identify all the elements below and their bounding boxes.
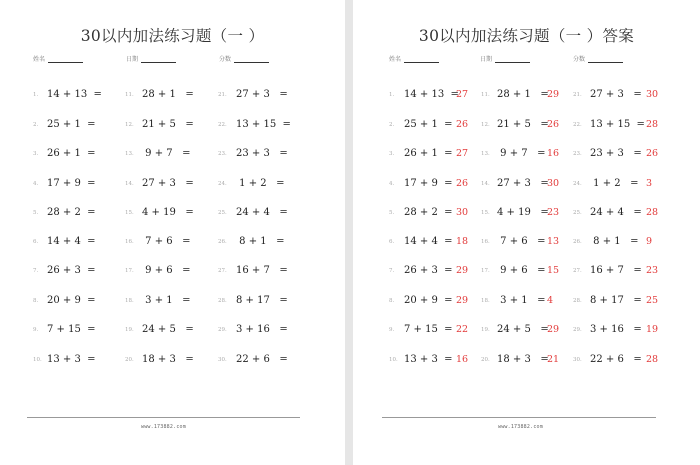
answer-value: 21: [547, 354, 560, 365]
date-label: 日期: [480, 56, 493, 63]
problem-number: 3.: [389, 151, 395, 157]
problem-number: 12.: [481, 122, 490, 128]
name-field: [389, 54, 439, 63]
problem-expression: 28 + 1 =: [497, 89, 549, 100]
problem-number: 30.: [573, 357, 582, 363]
name-blank[interactable]: [404, 54, 439, 63]
problem-expression: 26 + 1 =: [47, 148, 96, 159]
problem-expression: 28 + 2 =: [404, 207, 453, 218]
score-label: 分数: [219, 56, 232, 63]
problem-number: 5.: [389, 210, 395, 216]
score-field: [573, 54, 623, 63]
answer-value: 25: [646, 295, 659, 306]
problem-number: 26.: [218, 239, 227, 245]
problem-number: 25.: [573, 210, 582, 216]
problem-expression: 8 + 17 =: [236, 295, 288, 306]
problem-number: 26.: [573, 239, 582, 245]
problem-expression: 26 + 3 =: [404, 265, 453, 276]
problem-number: 8.: [389, 298, 395, 304]
problem-number: 24.: [218, 181, 227, 187]
problem-number: 16.: [481, 239, 490, 245]
answer-value: 30: [547, 178, 560, 189]
problem-expression: 20 + 9 =: [47, 295, 96, 306]
problem-expression: 24 + 4 =: [236, 207, 288, 218]
problem-expression: 28 + 2 =: [47, 207, 96, 218]
answer-value: 15: [547, 265, 560, 276]
problem-expression: 27 + 3 =: [497, 178, 549, 189]
problem-expression: 13 + 15 =: [236, 119, 291, 130]
problem-number: 29.: [573, 327, 582, 333]
score-field: [219, 54, 269, 63]
name-field: [33, 54, 83, 63]
problem-number: 6.: [33, 239, 39, 245]
answer-value: 19: [646, 324, 659, 335]
problem-expression: 3 + 1 =: [142, 295, 191, 306]
problem-number: 22.: [218, 122, 227, 128]
problem-number: 18.: [125, 298, 134, 304]
answer-value: 9: [646, 236, 653, 247]
problem-number: 18.: [481, 298, 490, 304]
problem-number: 24.: [573, 181, 582, 187]
problem-expression: 13 + 3 =: [47, 354, 96, 365]
problem-expression: 27 + 3 =: [590, 89, 642, 100]
answer-value: 22: [456, 324, 469, 335]
page-divider: [345, 0, 353, 465]
answer-value: 29: [547, 324, 560, 335]
answer-value: 16: [456, 354, 469, 365]
problem-expression: 25 + 1 =: [47, 119, 96, 130]
problem-number: 30.: [218, 357, 227, 363]
problem-expression: 25 + 1 =: [404, 119, 453, 130]
problem-expression: 21 + 5 =: [497, 119, 549, 130]
answer-value: 28: [646, 119, 659, 130]
problem-number: 15.: [481, 210, 490, 216]
problem-number: 15.: [125, 210, 134, 216]
problem-expression: 22 + 6 =: [590, 354, 642, 365]
problem-expression: 3 + 1 =: [497, 295, 546, 306]
problem-number: 16.: [125, 239, 134, 245]
problem-expression: 17 + 9 =: [404, 178, 453, 189]
date-blank[interactable]: [495, 54, 530, 63]
problem-expression: 21 + 5 =: [142, 119, 194, 130]
problem-number: 13.: [481, 151, 490, 157]
problem-number: 17.: [481, 268, 490, 274]
problem-number: 5.: [33, 210, 39, 216]
problem-number: 25.: [218, 210, 227, 216]
problem-expression: 22 + 6 =: [236, 354, 288, 365]
problem-number: 14.: [481, 181, 490, 187]
problem-expression: 20 + 9 =: [404, 295, 453, 306]
answer-value: 13: [547, 236, 560, 247]
name-blank[interactable]: [48, 54, 83, 63]
problem-number: 1.: [389, 92, 395, 98]
problem-number: 2.: [33, 122, 39, 128]
problem-expression: 23 + 3 =: [590, 148, 642, 159]
problem-number: 22.: [573, 122, 582, 128]
answer-value: 28: [646, 354, 659, 365]
problem-expression: 18 + 3 =: [142, 354, 194, 365]
answer-value: 30: [646, 89, 659, 100]
problem-expression: 24 + 5 =: [142, 324, 194, 335]
problem-number: 10.: [33, 357, 42, 363]
problem-expression: 9 + 6 =: [497, 265, 546, 276]
problem-number: 20.: [481, 357, 490, 363]
problem-number: 9.: [389, 327, 395, 333]
problem-number: 4.: [389, 181, 395, 187]
problem-number: 19.: [481, 327, 490, 333]
answer-value: 26: [646, 148, 659, 159]
problem-expression: 26 + 1 =: [404, 148, 453, 159]
problem-expression: 4 + 19 =: [497, 207, 549, 218]
answer-value: 27: [456, 148, 469, 159]
problem-expression: 8 + 17 =: [590, 295, 642, 306]
answer-value: 26: [456, 119, 469, 130]
name-label: 姓名: [33, 56, 46, 63]
problem-expression: 13 + 3 =: [404, 354, 453, 365]
problem-expression: 16 + 7 =: [590, 265, 642, 276]
problem-number: 7.: [33, 268, 39, 274]
problem-expression: 7 + 15 =: [47, 324, 96, 335]
problem-number: 23.: [573, 151, 582, 157]
problem-expression: 3 + 16 =: [236, 324, 288, 335]
date-field: [126, 54, 176, 63]
problem-expression: 17 + 9 =: [47, 178, 96, 189]
answer-value: 3: [646, 178, 653, 189]
problem-number: 11.: [481, 92, 490, 98]
problem-expression: 7 + 6 =: [142, 236, 191, 247]
problem-number: 17.: [125, 268, 134, 274]
name-label: 姓名: [389, 56, 402, 63]
worksheet-page: [0, 0, 345, 465]
answer-value: 29: [456, 295, 469, 306]
answer-value: 30: [456, 207, 469, 218]
problem-number: 27.: [218, 268, 227, 274]
answer-value: 26: [547, 119, 560, 130]
problem-expression: 4 + 19 =: [142, 207, 194, 218]
problem-number: 13.: [125, 151, 134, 157]
date-label: 日期: [126, 56, 139, 63]
problem-number: 29.: [218, 327, 227, 333]
footer-rule: [27, 417, 300, 418]
problem-number: 14.: [125, 181, 134, 187]
answer-value: 16: [547, 148, 560, 159]
problem-expression: 24 + 4 =: [590, 207, 642, 218]
score-blank[interactable]: [234, 54, 269, 63]
problem-expression: 24 + 5 =: [497, 324, 549, 335]
answer-value: 27: [456, 89, 469, 100]
score-label: 分数: [573, 56, 586, 63]
problem-expression: 16 + 7 =: [236, 265, 288, 276]
problem-expression: 3 + 16 =: [590, 324, 642, 335]
problem-expression: 18 + 3 =: [497, 354, 549, 365]
problem-expression: 23 + 3 =: [236, 148, 288, 159]
answer-value: 29: [456, 265, 469, 276]
answer-page: [353, 0, 700, 465]
problem-expression: 9 + 7 =: [497, 148, 546, 159]
problem-expression: 14 + 13 =: [404, 89, 459, 100]
answer-value: 4: [547, 295, 554, 306]
problem-number: 1.: [33, 92, 39, 98]
problem-expression: 27 + 3 =: [142, 178, 194, 189]
problem-expression: 27 + 3 =: [236, 89, 288, 100]
problem-number: 21.: [573, 92, 582, 98]
problem-number: 6.: [389, 239, 395, 245]
footer-url: www.173882.com: [141, 424, 186, 430]
page-title: 30以内加法练习题（一 ）答案: [418, 27, 635, 45]
problem-expression: 14 + 4 =: [47, 236, 96, 247]
problem-number: 8.: [33, 298, 39, 304]
problem-expression: 28 + 1 =: [142, 89, 194, 100]
problem-number: 28.: [218, 298, 227, 304]
problem-expression: 14 + 13 =: [47, 89, 102, 100]
problem-number: 7.: [389, 268, 395, 274]
date-blank[interactable]: [141, 54, 176, 63]
footer-rule: [382, 417, 656, 418]
page-title: 30以内加法练习题（一 ）: [80, 27, 265, 45]
problem-expression: 14 + 4 =: [404, 236, 453, 247]
problem-expression: 7 + 6 =: [497, 236, 546, 247]
problem-number: 23.: [218, 151, 227, 157]
problem-expression: 7 + 15 =: [404, 324, 453, 335]
problem-expression: 13 + 15 =: [590, 119, 645, 130]
problem-expression: 8 + 1 =: [236, 236, 285, 247]
answer-value: 23: [547, 207, 560, 218]
footer-url: www.173882.com: [498, 424, 543, 430]
problem-number: 12.: [125, 122, 134, 128]
problem-expression: 26 + 3 =: [47, 265, 96, 276]
answer-value: 18: [456, 236, 469, 247]
problem-expression: 1 + 2 =: [590, 178, 639, 189]
problem-number: 20.: [125, 357, 134, 363]
problem-number: 28.: [573, 298, 582, 304]
problem-number: 10.: [389, 357, 398, 363]
problem-number: 21.: [218, 92, 227, 98]
problem-expression: 9 + 7 =: [142, 148, 191, 159]
problem-number: 27.: [573, 268, 582, 274]
answer-value: 26: [456, 178, 469, 189]
problem-number: 9.: [33, 327, 39, 333]
problem-expression: 1 + 2 =: [236, 178, 285, 189]
problem-number: 19.: [125, 327, 134, 333]
answer-value: 23: [646, 265, 659, 276]
answer-value: 29: [547, 89, 560, 100]
problem-number: 2.: [389, 122, 395, 128]
date-field: [480, 54, 530, 63]
problem-expression: 8 + 1 =: [590, 236, 639, 247]
problem-number: 11.: [125, 92, 134, 98]
problem-expression: 9 + 6 =: [142, 265, 191, 276]
problem-number: 4.: [33, 181, 39, 187]
answer-value: 28: [646, 207, 659, 218]
problem-number: 3.: [33, 151, 39, 157]
score-blank[interactable]: [588, 54, 623, 63]
